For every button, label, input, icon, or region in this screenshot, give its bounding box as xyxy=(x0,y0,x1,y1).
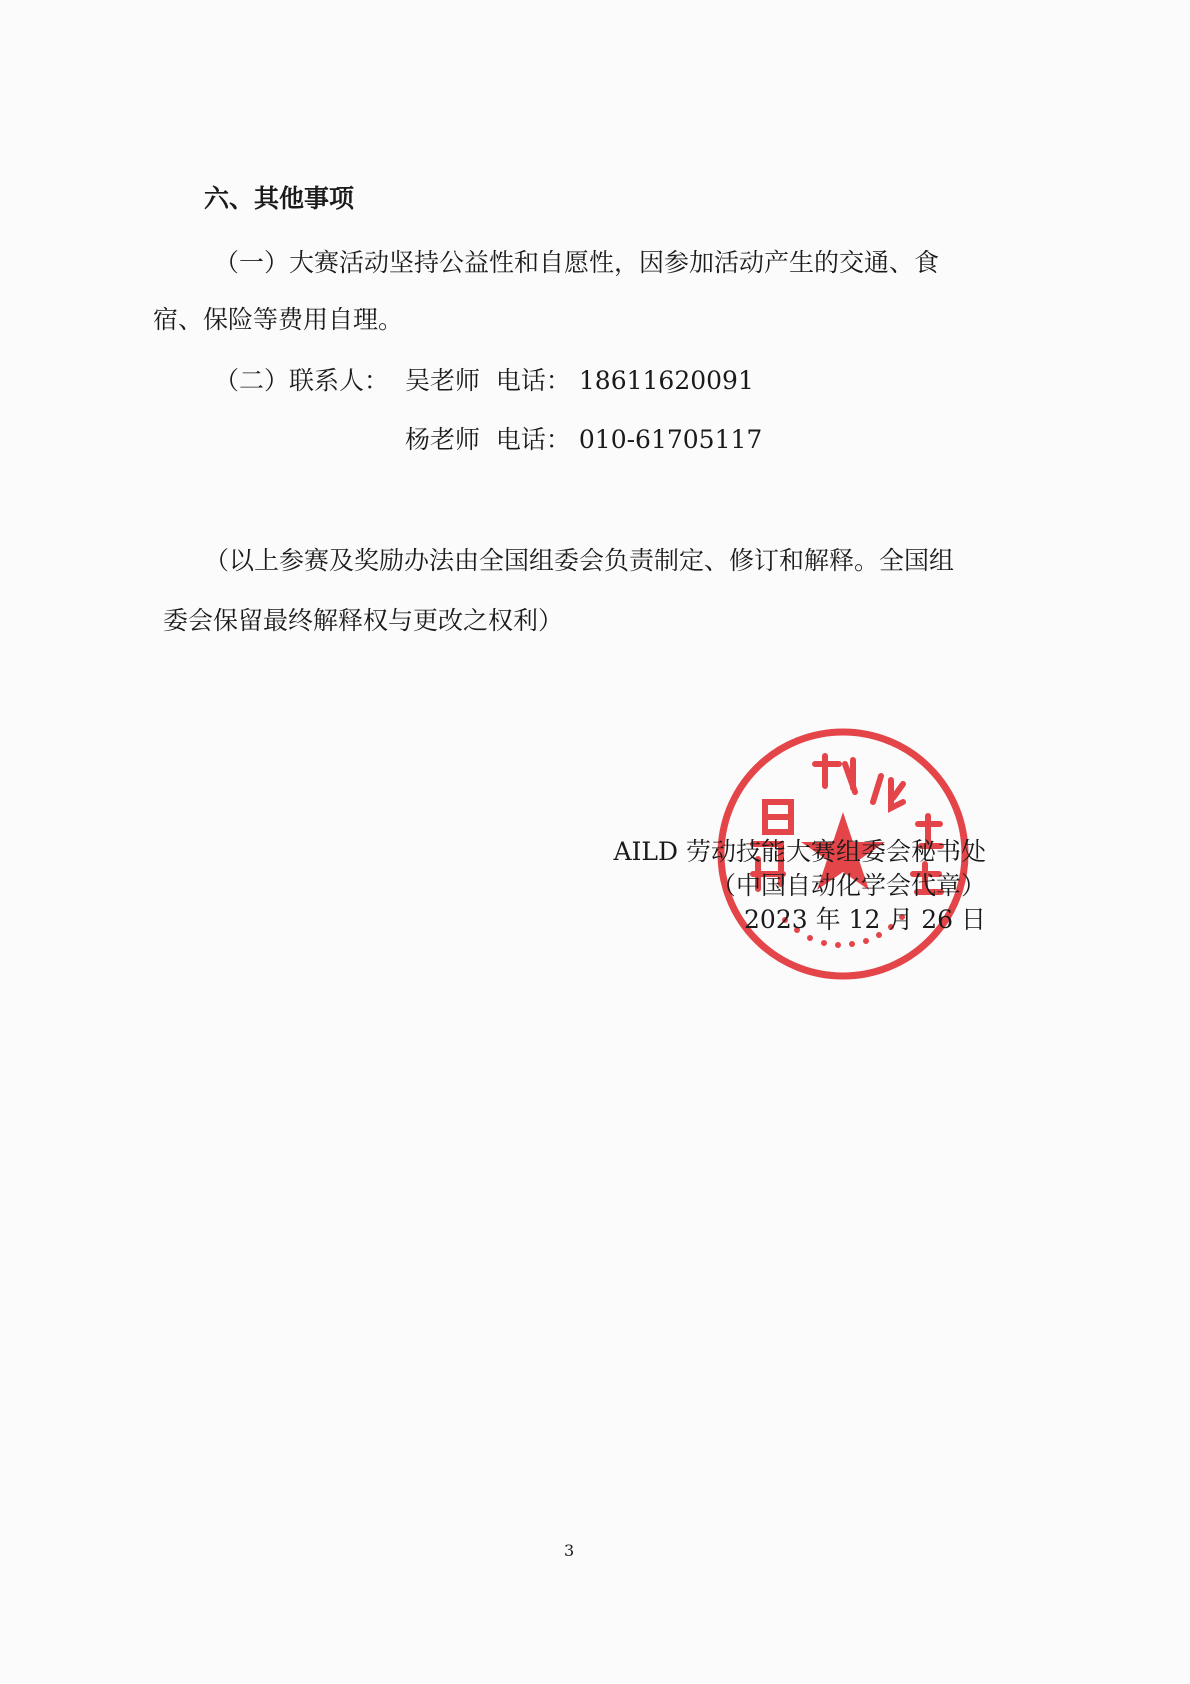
item2-label: （二）联系人： xyxy=(214,366,390,395)
page-number: 3 xyxy=(564,1541,575,1560)
item1-line1: （一）大赛活动坚持公益性和自愿性，因参加活动产生的交通、食 xyxy=(214,248,940,277)
contact-phone: 18611620091 xyxy=(578,366,754,395)
section-heading: 六、其他事项 xyxy=(204,184,355,213)
contact-name: 杨老师 xyxy=(405,425,481,454)
contact-phone: 010-61705117 xyxy=(578,425,763,454)
signature-date: 2023 年 12 月 26 日 xyxy=(744,905,986,934)
signature-org: AILD 劳动技能大赛组委会秘书处 xyxy=(613,837,986,866)
item1-line2: 宿、保险等费用自理。 xyxy=(153,305,404,334)
contact-row xyxy=(405,425,762,455)
note-line1: （以上参赛及奖励办法由全国组委会负责制定、修订和解释。全国组 xyxy=(204,546,955,575)
contact-row xyxy=(405,366,754,396)
note-line2: 委会保留最终解释权与更改之权利） xyxy=(163,606,564,635)
signature-stamp-note: （中国自动化学会代章） xyxy=(710,871,986,900)
contact-phone-label: 电话： xyxy=(495,366,571,395)
contact-name: 吴老师 xyxy=(405,366,481,395)
contact-phone-label: 电话： xyxy=(495,425,571,454)
